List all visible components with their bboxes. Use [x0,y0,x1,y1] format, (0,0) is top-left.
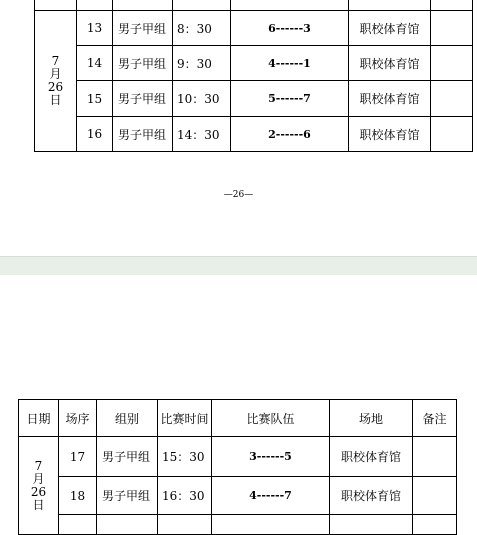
date-month: 7 [34,458,43,473]
time-cell: 16：30 [158,477,212,515]
table-header-row [19,400,457,437]
seq-cell: 15 [77,81,113,117]
time-cell: 15：30 [158,437,212,477]
header-seq: 场序 [59,400,97,437]
teams-cell: 4------1 [231,46,349,81]
note-cell [431,117,473,152]
venue-cell: 职校体育馆 [330,477,413,515]
page-separator [0,256,477,276]
date-day: 26 [47,80,64,94]
venue-cell: 职校体育馆 [349,117,431,152]
header-time: 比赛时间 [158,400,212,437]
date-month-unit: 月 [32,471,45,486]
seq-cell: 17 [59,437,97,477]
header-group: 组别 [97,400,158,437]
seq-cell: 14 [77,46,113,81]
table-row [19,477,457,515]
table-cell [35,0,77,11]
group-cell: 男子甲组 [97,437,158,477]
table-row [35,0,473,11]
table-cell [349,0,431,11]
schedule-table-bottom [18,399,457,535]
note-cell [431,81,473,117]
time-cell: 10：30 [173,81,231,117]
table-cell [330,515,413,535]
table-cell [431,0,473,11]
table-row [19,515,457,535]
header-teams: 比赛队伍 [212,400,330,437]
teams-cell: 6------3 [231,11,349,46]
date-cell [19,437,59,535]
venue-cell: 职校体育馆 [349,46,431,81]
table-cell [97,515,158,535]
note-cell [431,46,473,81]
table-row [35,81,473,117]
seq-cell: 16 [77,117,113,152]
date-day-unit: 日 [32,497,45,512]
group-cell: 男子甲组 [113,117,173,152]
table-cell [173,0,231,11]
date-month: 7 [51,54,60,68]
table-row [19,437,457,477]
teams-cell: 4------7 [212,477,330,515]
group-cell: 男子甲组 [113,81,173,117]
group-cell: 男子甲组 [113,46,173,81]
time-cell: 14：30 [173,117,231,152]
date-cell [35,11,77,152]
header-note: 备注 [413,400,457,437]
teams-cell: 2------6 [231,117,349,152]
teams-cell: 5------7 [231,81,349,117]
table-row [35,117,473,152]
time-cell: 9：30 [173,46,231,81]
schedule-table-top [34,0,473,152]
note-cell [431,11,473,46]
document-page-top [0,0,477,256]
time-cell: 8：30 [173,11,231,46]
table-cell [59,515,97,535]
note-cell [413,437,457,477]
seq-cell: 13 [77,11,113,46]
venue-cell: 职校体育馆 [349,81,431,117]
venue-cell: 职校体育馆 [330,437,413,477]
seq-cell: 18 [59,477,97,515]
header-date: 日期 [19,400,59,437]
table-row [35,46,473,81]
header-venue: 场地 [330,400,413,437]
table-cell [77,0,113,11]
date-day: 26 [30,484,47,499]
table-cell [231,0,349,11]
table-cell [212,515,330,535]
date-day-unit: 日 [49,93,62,107]
page-number: —26— [223,190,254,200]
document-page-bottom [0,275,477,517]
note-cell [413,477,457,515]
teams-cell: 3------5 [212,437,330,477]
table-cell [113,0,173,11]
group-cell: 男子甲组 [97,477,158,515]
group-cell: 男子甲组 [113,11,173,46]
table-row [35,11,473,46]
table-cell [158,515,212,535]
date-month-unit: 月 [49,67,62,81]
venue-cell: 职校体育馆 [349,11,431,46]
table-cell [413,515,457,535]
